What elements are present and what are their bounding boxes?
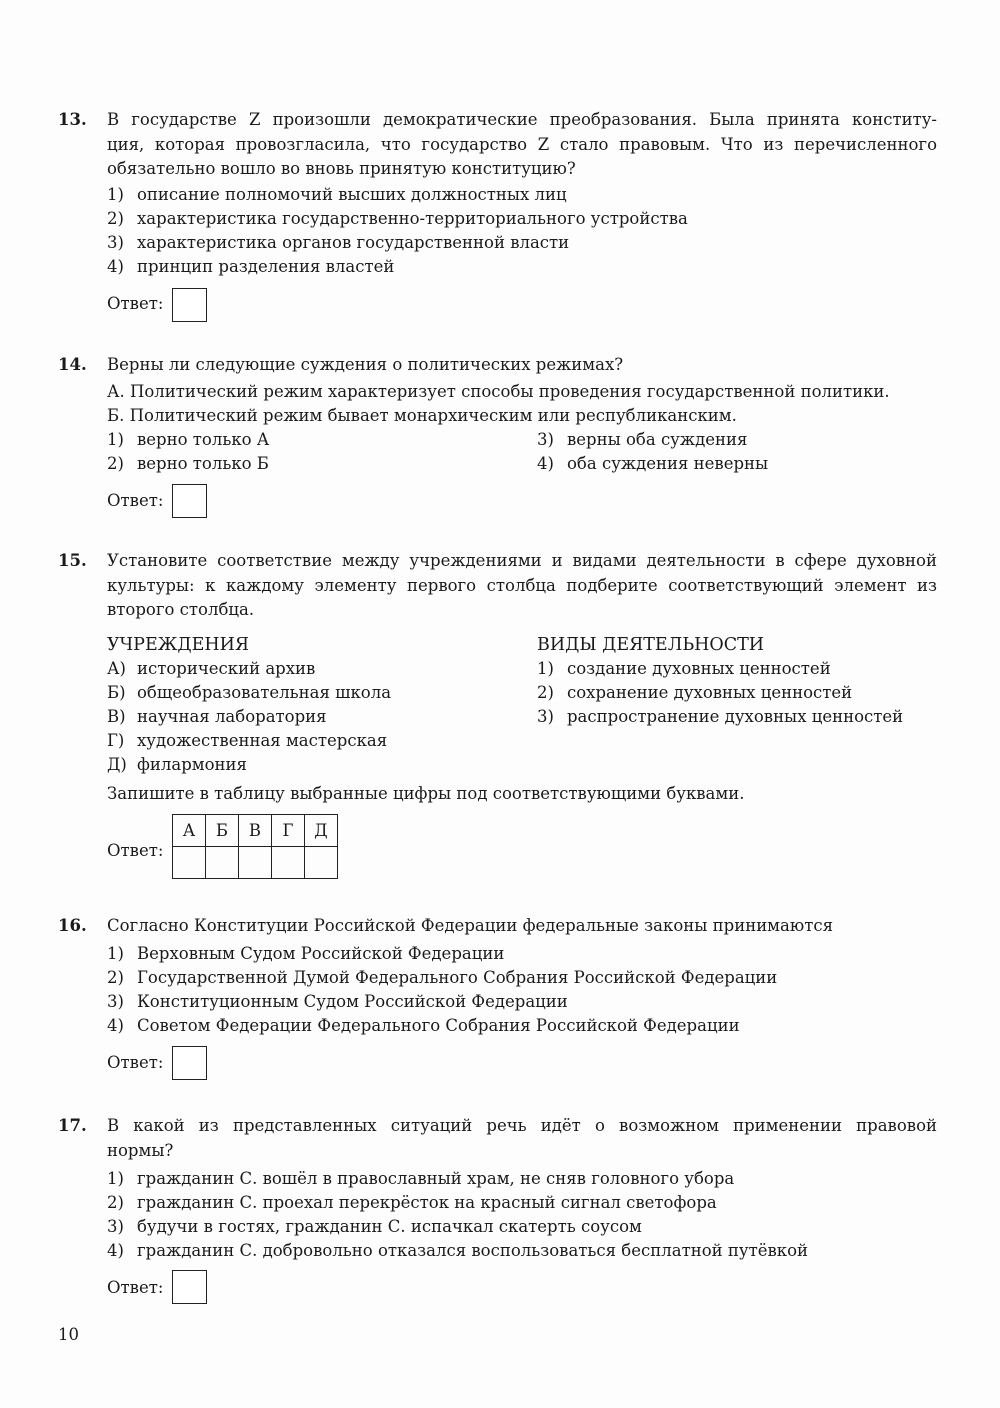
q16-answer-box[interactable] <box>172 1046 207 1080</box>
item-number: 2) <box>537 683 554 702</box>
option-text: гражданин С. вошёл в православный храм, не сняв головного убора <box>137 1169 735 1188</box>
option-text: верно только А <box>137 430 270 449</box>
q14-answer-label: Ответ: <box>107 491 164 510</box>
option-number: 2) <box>107 209 124 228</box>
option-text: оба суждения неверны <box>567 454 769 473</box>
q13-option-2 <box>107 207 688 231</box>
option-text: характеристика органов государственной власти <box>137 233 570 252</box>
answer-cell-v[interactable] <box>239 847 272 879</box>
answer-cell-b[interactable] <box>206 847 239 879</box>
q15-text-line: второго столбца. <box>107 600 255 619</box>
q15-number: 15. <box>58 551 87 570</box>
q16-text-line: Согласно Конституции Российской Федерации федеральные законы принимаются <box>107 916 833 935</box>
q13-number: 13. <box>58 110 87 129</box>
option-text: гражданин С. добровольно отказался воспользоваться бесплатной путёвкой <box>137 1241 808 1260</box>
item-text: общеобразовательная школа <box>137 683 392 702</box>
q15-left-item <box>107 681 391 705</box>
q17-option-4 <box>107 1239 808 1263</box>
q15-right-heading: ВИДЫ ДЕЯТЕЛЬНОСТИ <box>537 635 765 655</box>
q15-text-line: культуры: к каждому элементу первого столбца подберите соответствующий элемент из <box>107 576 937 595</box>
table-header-b: Б <box>206 815 239 847</box>
option-number: 4) <box>537 454 554 473</box>
q16-option-1 <box>107 942 504 966</box>
q16-option-4 <box>107 1014 740 1038</box>
option-text: Советом Федерации Федерального Собрания Российской Федерации <box>137 1016 740 1035</box>
item-letter: Д) <box>107 755 127 774</box>
q15-instruction: Запишите в таблицу выбранные цифры под соответствующими буквами. <box>107 784 745 803</box>
option-number: 4) <box>107 1241 124 1260</box>
q15-right-item <box>537 681 852 705</box>
q15-left-item <box>107 729 387 753</box>
q15-left-item <box>107 705 327 729</box>
q14-answer-box[interactable] <box>172 484 207 518</box>
q16-number: 16. <box>58 916 87 935</box>
option-number: 1) <box>107 944 124 963</box>
option-number: 1) <box>107 185 124 204</box>
item-letter: Б) <box>107 683 126 702</box>
option-number: 3) <box>537 430 554 449</box>
table-header-v: В <box>239 815 272 847</box>
item-text: сохранение духовных ценностей <box>567 683 853 702</box>
q17-text-line: В какой из представленных ситуаций речь идёт о возможном применении правовой <box>107 1116 937 1135</box>
option-number: 1) <box>107 430 124 449</box>
q13-option-1 <box>107 183 567 207</box>
q13-option-3 <box>107 231 569 255</box>
q13-answer-box[interactable] <box>172 288 207 322</box>
q13-answer-label: Ответ: <box>107 294 164 313</box>
table-header-d: Д <box>305 815 338 847</box>
item-text: филармония <box>137 755 247 774</box>
q15-answer-table <box>172 814 338 879</box>
table-header-a: А <box>173 815 206 847</box>
q14-option-4 <box>537 452 768 476</box>
option-text: характеристика государственно-территориального устройства <box>137 209 688 228</box>
q14-statement-b: Б. Политический режим бывает монархическим или республиканским. <box>107 406 737 425</box>
q16-option-3 <box>107 990 568 1014</box>
option-text: Конституционным Судом Российской Федерации <box>137 992 568 1011</box>
q13-text-line: ция, которая провозгласила, что государство Z стало правовым. Что из перечисленного <box>107 135 937 154</box>
item-text: распространение духовных ценностей <box>567 707 904 726</box>
q17-option-2 <box>107 1191 717 1215</box>
item-text: создание духовных ценностей <box>567 659 831 678</box>
q15-right-item <box>537 705 903 729</box>
q14-text-line: Верны ли следующие суждения о политических режимах? <box>107 355 624 374</box>
q16-option-2 <box>107 966 777 990</box>
q15-answer-label: Ответ: <box>107 841 164 860</box>
option-number: 3) <box>107 1217 124 1236</box>
q17-answer-label: Ответ: <box>107 1278 164 1297</box>
option-number: 2) <box>107 968 124 987</box>
option-text: Верховным Судом Российской Федерации <box>137 944 505 963</box>
q15-left-item <box>107 657 315 681</box>
item-number: 3) <box>537 707 554 726</box>
q17-option-3 <box>107 1215 642 1239</box>
answer-cell-d[interactable] <box>305 847 338 879</box>
answer-cell-a[interactable] <box>173 847 206 879</box>
option-number: 4) <box>107 1016 124 1035</box>
item-text: научная лаборатория <box>137 707 327 726</box>
item-text: исторический архив <box>137 659 316 678</box>
option-number: 2) <box>107 1193 124 1212</box>
item-letter: А) <box>107 659 126 678</box>
q15-left-item <box>107 753 247 777</box>
q17-answer-box[interactable] <box>172 1270 207 1304</box>
q15-text-line: Установите соответствие между учреждениями и видами деятельности в сфере духовной <box>107 551 937 570</box>
q15-left-heading: УЧРЕЖДЕНИЯ <box>107 635 250 655</box>
option-text: описание полномочий высших должностных лиц <box>137 185 567 204</box>
option-text: будучи в гостях, гражданин С. испачкал скатерть соусом <box>137 1217 642 1236</box>
option-text: верно только Б <box>137 454 269 473</box>
table-header-g: Г <box>272 815 305 847</box>
item-number: 1) <box>537 659 554 678</box>
option-number: 3) <box>107 992 124 1011</box>
q14-option-2 <box>107 452 269 476</box>
q13-text-line: обязательно вошло во вновь принятую конституцию? <box>107 159 576 178</box>
item-letter: В) <box>107 707 126 726</box>
q17-option-1 <box>107 1167 734 1191</box>
q13-text-line: В государстве Z произошли демократические преобразования. Была принята конститу- <box>107 110 937 129</box>
q17-number: 17. <box>58 1116 87 1135</box>
item-text: художественная мастерская <box>137 731 388 750</box>
q17-text-line: нормы? <box>107 1141 174 1160</box>
q15-right-item <box>537 657 831 681</box>
item-letter: Г) <box>107 731 125 750</box>
option-number: 2) <box>107 454 124 473</box>
q14-option-1 <box>107 428 269 452</box>
q16-answer-label: Ответ: <box>107 1053 164 1072</box>
option-text: принцип разделения властей <box>137 257 395 276</box>
option-text: гражданин С. проехал перекрёсток на красный сигнал светофора <box>137 1193 717 1212</box>
q14-number: 14. <box>58 355 87 374</box>
option-text: Государственной Думой Федерального Собрания Российской Федерации <box>137 968 778 987</box>
option-number: 1) <box>107 1169 124 1188</box>
page-number: 10 <box>58 1325 79 1344</box>
q13-option-4 <box>107 255 394 279</box>
option-text: верны оба суждения <box>567 430 748 449</box>
q14-statement-a: А. Политический режим характеризует способы проведения государственной политики. <box>107 382 890 401</box>
answer-cell-g[interactable] <box>272 847 305 879</box>
option-number: 3) <box>107 233 124 252</box>
q14-option-3 <box>537 428 747 452</box>
option-number: 4) <box>107 257 124 276</box>
